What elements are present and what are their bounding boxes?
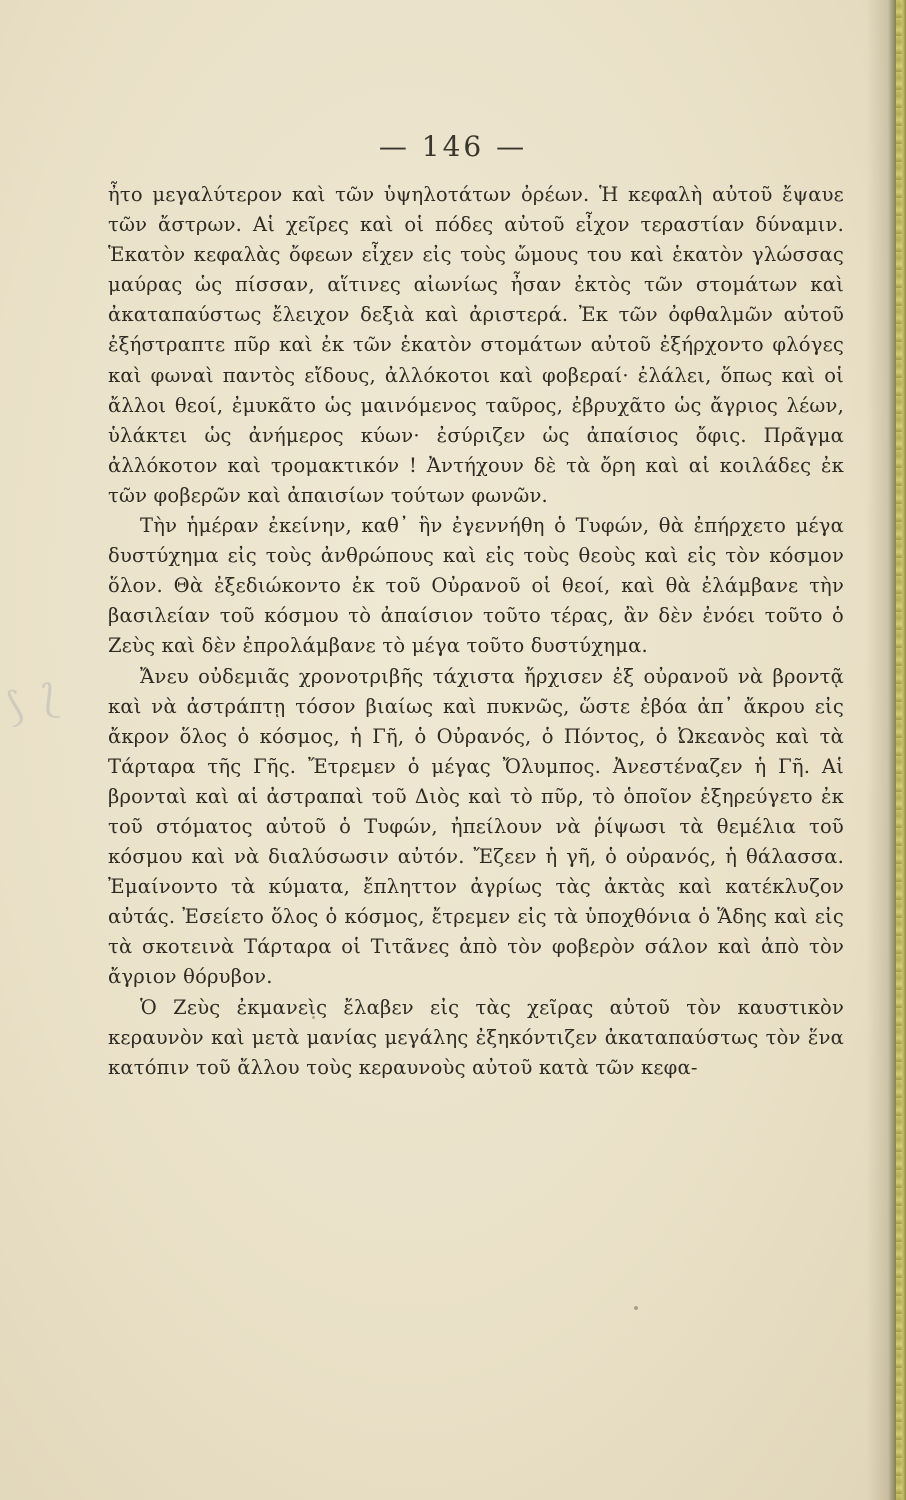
paragraph-3: Ἄνευ οὐδεμιᾶς χρονοτριβῆς τάχιστα ἤρχισεν ἐξ οὐρανοῦ νὰ βροντᾷ καὶ νὰ ἀστράπτῃ τόσον βιαίως καὶ πυκνῶς, ὥστε ἐβόα ἀπ᾿ ἄκρου εἰς ἄκρον ὅλος ὁ κόσμος, ἡ Γῆ, ὁ Οὐρανός, ὁ Πόντος, ὁ Ὠκεανὸς καὶ τὰ Τάρταρα τῆς Γῆς. Ἔτρεμεν ὁ μέγας Ὄλυμπος. Ἀνεστέναζεν ἡ Γῆ. Αἱ βρονταὶ καὶ αἱ ἀστραπαὶ τοῦ Διὸς καὶ τὸ πῦρ, τὸ ὁποῖον ἐξηρεύγετο ἐκ τοῦ στόματος αὐτοῦ ὁ Τυφών, ἠπείλουν νὰ ῥίψωσι τὰ θεμέλια τοῦ κόσμου καὶ νὰ διαλύσωσιν αὐτόν. Ἔζεεν ἡ γῆ, ὁ οὐρανός, ἡ θάλασσα. Ἐμαίνοντο τὰ κύματα, ἔπληττον ἀγρίως τὰς ἀκτὰς καὶ κατέκλυζον αὐτάς. Ἐσείετο ὅλος ὁ κόσμος, ἔτρεμεν εἰς τὰ ὑποχθόνια ὁ Ἅδης καὶ εἰς τὰ σκοτεινὰ Τάρταρα οἱ Τιτᾶνες ἀπὸ τὸν φοβερὸν σάλον καὶ ἀπὸ τὸν ἄγριον θόρυβον.	[108, 664, 844, 989]
paragraph-1: ἦτο μεγαλύτερον καὶ τῶν ὑψηλοτάτων ὀρέων. Ἡ κεφαλὴ αὐτοῦ ἔψαυε τῶν ἄστρων. Αἱ χεῖρες καὶ οἱ πόδες αὐτοῦ εἶχον τεραστίαν δύναμιν. Ἑκατὸν κεφαλὰς ὄφεων εἶχεν εἰς τοὺς ὤμους του καὶ ἑκατὸν γλώσσας μαύρας ὡς πίσσαν, αἵτινες αἰωνίως ἦσαν ἐκτὸς τῶν στομάτων καὶ ἀκαταπαύστως ἔλειχον δεξιὰ καὶ ἀριστερά. Ἐκ τῶν ὀφθαλμῶν αὐτοῦ ἐξήστραπτε πῦρ καὶ ἐκ τῶν ἑκατὸν στομάτων αὐτοῦ ἐξήρχοντο φλόγες καὶ φωναὶ παντὸς εἴδους, ἀλλόκοτοι καὶ φοβεραί· ἐλάλει, ὅπως καὶ οἱ ἄλλοι θεοί, ἐμυκᾶτο ὡς μαινόμενος ταῦρος, ἐβρυχᾶτο ὡς ἄγριος λέων, ὑλάκτει ὡς ἀνήμερος κύων· ἐσύριζεν ὡς ἀπαίσιος ὄφις. Πρᾶγμα ἀλλόκοτον καὶ τρομακτικόν ! Ἀντήχουν δὲ τὰ ὄρη καὶ αἱ κοιλάδες ἐκ τῶν φοβερῶν καὶ ἀπαισίων τούτων φωνῶν.	[108, 183, 844, 507]
page-number: — 146 —	[378, 130, 528, 163]
paragraph-2: Τὴν ἡμέραν ἐκείνην, καθ᾿ ἣν ἐγεννήθη ὁ Τυφών, θὰ ἐπήρχετο μέγα δυστύχημα εἰς τοὺς ἀνθρώπους καὶ εἰς τοὺς θεοὺς καὶ εἰς τὸν κόσμον ὅλον. Θὰ ἐξεδιώκοντο ἐκ τοῦ Οὐρανοῦ οἱ θεοί, καὶ θὰ ἐλάμβανε τὴν βασιλείαν τοῦ κόσμου τὸ ἀπαίσιον τοῦτο τέρας, ἂν δὲν ἐνόει τοῦτο ὁ Ζεὺς καὶ δὲν ἐπρολάμβανε τὸ μέγα τοῦτο δυστύχημα.	[108, 514, 844, 658]
paragraph-4: Ὁ Ζεὺς ἐκμανεὶς ἔλαβεν εἰς τὰς χεῖρας αὐτοῦ τὸν καυστικὸν κεραυνὸν καὶ μετὰ μανίας μεγάλης ἐξηκόντιζεν ἀκαταπαύστως τὸν ἕνα κατόπιν τοῦ ἄλλου τοὺς κεραυνοὺς αὐτοῦ κατὰ τῶν κεφα-	[108, 995, 844, 1079]
faded-stamp-mark: ⟆ ⟅	[1, 674, 67, 732]
page-body	[108, 180, 844, 1083]
book-spine-edge	[896, 0, 902, 1500]
paper-speck	[634, 1306, 638, 1310]
